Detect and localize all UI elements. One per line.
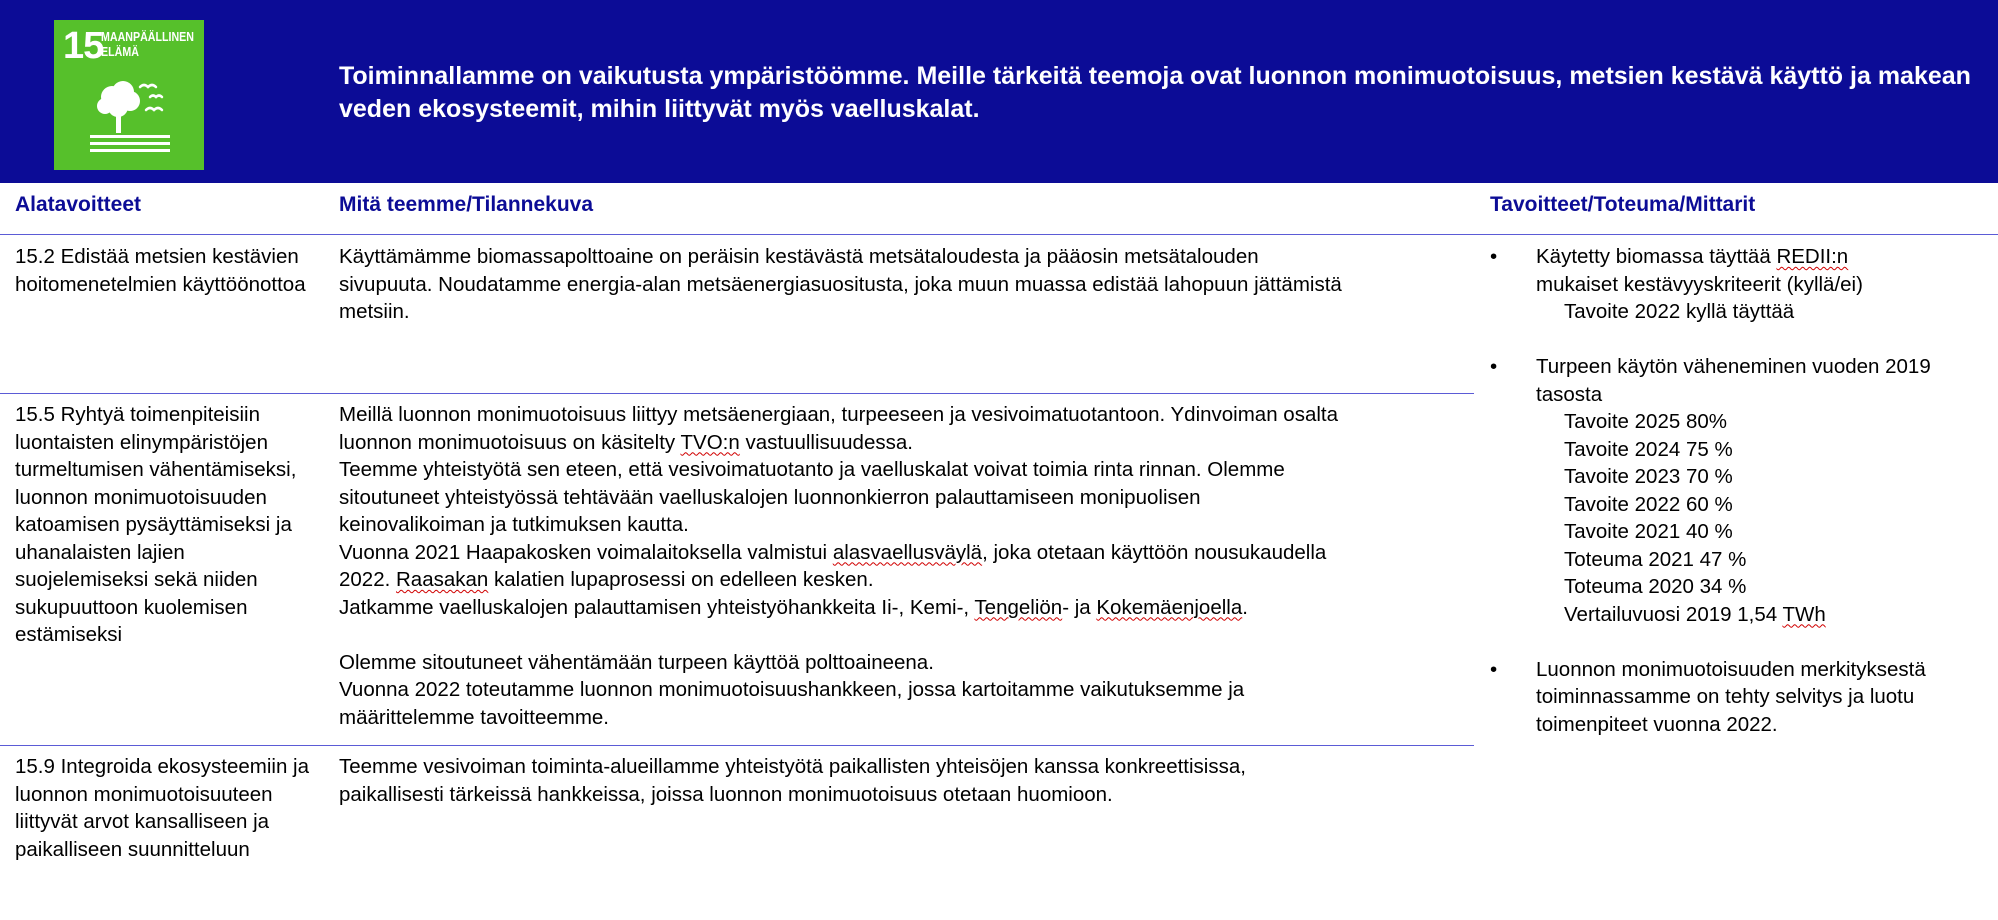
peat-item: Toteuma 2020 34 % — [1564, 575, 1747, 598]
column-header-subgoals: Alatavoitteet — [15, 193, 142, 216]
action-text-15-9: Teemme vesivoiman toiminta-alueillamme yhteistyötä paikallisten yhteisöjen kanssa konkreettisissa, paikallisesti tärkeissä hankkeissa, joissa luonnon monimuotoisuus otetaan huomioon. — [339, 755, 1246, 806]
subgoal-15-9: 15.9 Integroida ekosysteemiin ja luonnon monimuotoisuuteen liittyvät arvot kansalliseen ja paikalliseen suunnitteluun — [15, 755, 310, 861]
sdg-number: 15 — [63, 25, 104, 67]
header-intro-text: Toiminnallamme on vaikutusta ympäristöömme. Meille tärkeitä teemoja ovat luonnon monimuotoisuus, metsien kestävä käyttö ja makean veden ekosysteemit, mihin liittyvät myös vaelluskalat. — [339, 62, 1971, 123]
column-header-targets: Tavoitteet/Toteuma/Mittarit — [1490, 193, 1756, 216]
subgoal-15-2: 15.2 Edistää metsien kestävien hoitomenetelmien käyttöönottoa — [15, 245, 306, 296]
bullet: • — [1490, 657, 1498, 681]
target-biomass: • Käytetty biomassa täyttää REDII:n mukaiset kestävyyskriteerit (kyllä/ei) — [1490, 245, 1863, 296]
row-divider-1 — [0, 393, 1474, 394]
target-biodiversity: • Luonnon monimuotoisuuden merkityksestä toiminnassamme on tehty selvitys ja luotu toimenpiteet vuonna 2022. — [1490, 657, 1926, 736]
bullet: • — [1490, 355, 1498, 378]
peat-item: Tavoite 2022 60 % — [1564, 492, 1733, 516]
peat-item: Tavoite 2021 40 % — [1564, 520, 1733, 543]
subgoal-15-5: 15.5 Ryhtyä toimenpiteisiin luontaisten elinympäristöjen turmeltumisen vähentämiseksi, luonnon monimuotoisuuden katoamisen pysäyttämiseksi ja uhanalaisten lajien suojelemiseksi sekä niiden sukupuuttoon kuolemisen estämiseksi — [15, 403, 297, 646]
sdg-15-logo — [54, 20, 204, 170]
sdg-title: MAANPÄÄLLINEN ELÄMÄ — [101, 29, 194, 59]
peat-baseline: Vertailuvuosi 2019 1,54 TWh — [1564, 602, 1826, 626]
tree-birds-icon — [90, 75, 170, 155]
action-text-15-2: Käyttämämme biomassapolttoaine on peräisin kestävästä metsätaloudesta ja pääosin metsätalouden sivupuuta. Noudatamme energia-alan metsäenergiasuositusta, joka muun muassa edistää lahopuun jättämistä metsiin. — [339, 245, 1342, 323]
target-biomass-2022: Tavoite 2022 kyllä täyttää — [1564, 300, 1795, 323]
peat-item: Tavoite 2024 75 % — [1564, 437, 1733, 461]
row-divider-2 — [0, 745, 1474, 746]
peat-item: Tavoite 2023 70 % — [1564, 465, 1733, 488]
peat-item: Toteuma 2021 47 % — [1564, 547, 1747, 571]
targets-list — [1490, 243, 1990, 738]
header-banner — [0, 0, 1998, 183]
column-header-actions: Mitä teemme/Tilannekuva — [339, 193, 594, 216]
target-peat: • Turpeen käytön väheneminen vuoden 2019 tasosta — [1490, 355, 1931, 406]
header-divider — [0, 234, 1998, 235]
bullet: • — [1490, 245, 1498, 268]
peat-item: Tavoite 2025 80% — [1564, 410, 1727, 433]
action-text-15-5: Meillä luonnon monimuotoisuus liittyy metsäenergiaan, turpeeseen ja vesivoimatuotantoon. Ydinvoiman osalta luonnon monimuotoisuus on käsitelty TVO:n vastuullisuudessa. Teemme yhteistyötä sen eteen, että vesivoimatuotanto ja vaelluskalat voivat toimia rinta rinnan. Olemme sitoutuneet yhteistyössä tehtävään vaelluskalojen luonnonkierron palauttamiseen monipuolisen keinovalikoiman ja tutkimuksen kautta. Vuonna 2021 Haapakosken voimalaitoksella valmistui alasvaellusväylä, joka otetaan käyttöön nousukaudella 2022. Raasakan kalatien lupaprosessi on edelleen kesken. Jatkamme vaelluskalojen palauttamisen yhteistyöhankkeita Ii-, Kemi-, Tengeliön- ja Kokemäenjoella. Olemme sitoutuneet vähentämään turpeen käyttöä polttoaineena. Vuonna 2022 toteutamme luonnon monimuotoisuushankkeen, jossa kartoitamme vaikutuksemme ja määrittelemme tavoitteemme. — [339, 403, 1339, 729]
